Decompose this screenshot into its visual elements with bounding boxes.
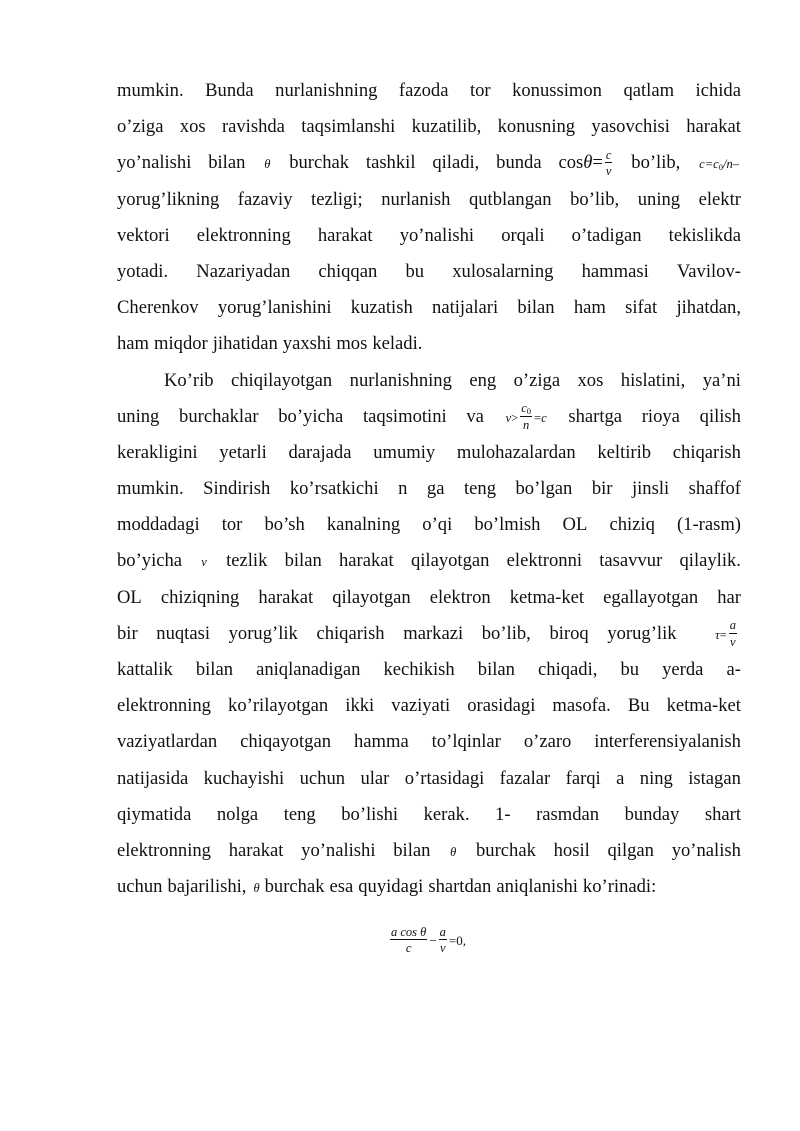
equals-zero: =0 [448, 933, 463, 949]
cherenkov-condition-formula: v > $\frac{c_0}{n}$ = c [505, 400, 547, 433]
word: bo’yicha [278, 405, 344, 427]
word: harakat [258, 586, 314, 608]
word: ning [639, 767, 673, 789]
word: o’zaro [523, 731, 572, 753]
word: jihatidan [212, 333, 278, 355]
text-line-1 [117, 73, 741, 109]
word: tasavvur [599, 550, 663, 572]
cos-theta-formula: cosθ= $\frac{c}{v}$ [558, 147, 612, 179]
text-line-16 [117, 616, 741, 652]
word: miqdor [154, 333, 208, 355]
word: bo’lib, [481, 622, 531, 644]
word: hislatini, [620, 369, 686, 391]
word: yorug’lanishini [217, 297, 332, 319]
word: nolga [216, 803, 259, 825]
word: chiqayotgan [240, 731, 331, 753]
word: yorug’lik [228, 622, 298, 644]
word: ichida [695, 80, 741, 101]
word: quyidagi [358, 876, 424, 898]
word: Nazariyadan [196, 260, 291, 282]
word: qutblangan [468, 188, 552, 210]
word: nuqtasi [156, 622, 210, 644]
word: tor [221, 514, 243, 536]
word: elektronni [506, 550, 583, 572]
theta-symbol: θ [450, 844, 457, 859]
word: ya’ni [702, 369, 741, 391]
word: bilan [195, 659, 234, 680]
word: elektronning [117, 839, 211, 861]
word: bajarilishi, [167, 876, 247, 898]
word: shartdan [428, 876, 492, 898]
word: qilaylik. [679, 550, 741, 572]
word: yerda [662, 659, 704, 680]
word: mumkin. [117, 80, 184, 101]
word: yo’nalish [671, 839, 741, 861]
word: ko’rsatkichi [289, 478, 379, 500]
word: bilan [477, 659, 515, 680]
word: chiqadi, [538, 659, 598, 680]
word: mulohazalardan [456, 441, 576, 463]
word: kerak. [423, 803, 470, 825]
word: kuzatilib, [411, 116, 482, 138]
word: qatlam [623, 80, 675, 101]
text-line-13 [117, 507, 741, 543]
word: vaziyati [391, 695, 451, 717]
word: Bu [627, 695, 650, 717]
word: harakat [339, 550, 394, 572]
text-line-20 [117, 761, 741, 797]
fraction-right: $\frac{a}{v}$ [439, 924, 446, 956]
text-line-22 [117, 833, 741, 869]
word: tor [469, 80, 491, 101]
word: mumkin. [117, 478, 184, 500]
cherenkov-angle-equation [388, 924, 466, 956]
word: OL [562, 514, 588, 536]
word: sifat [625, 297, 658, 319]
word: fazaviy [237, 188, 293, 210]
word: hammasi [581, 260, 649, 282]
word: Cherenkov [117, 297, 199, 319]
word: bo’lib, [570, 188, 620, 210]
word: vaziyatlardan [117, 731, 218, 753]
word: yorug’lik [607, 622, 677, 644]
word: chiqilayotgan [231, 369, 333, 391]
word: burchak [264, 876, 325, 898]
word: markazi [403, 622, 464, 644]
word: a- [726, 659, 741, 680]
word: keltirib [597, 441, 652, 463]
word: hosil [553, 839, 590, 861]
word: xos [577, 369, 604, 391]
word: bo’lishi [341, 803, 399, 825]
word: bo’yicha [117, 550, 183, 572]
word: chiqarish [672, 441, 741, 463]
word: teng [283, 803, 316, 825]
word: qiymatida [117, 803, 192, 825]
word: bo’lgan [515, 478, 573, 500]
word: elektronning [196, 224, 291, 246]
word: shart [704, 803, 741, 825]
word: teng [463, 478, 496, 500]
word: moddadagi [117, 514, 200, 536]
text-line-9 [117, 363, 741, 399]
word: to’lqinlar [431, 731, 501, 753]
word: o’ziga [513, 369, 561, 391]
text-line-8 [117, 326, 741, 362]
word: Vavilov- [676, 260, 741, 282]
word: interferensiyalanish [594, 731, 741, 753]
word: harakat [317, 224, 373, 246]
text-line-17 [117, 652, 741, 688]
word: esa [329, 876, 354, 898]
text-line-5 [117, 218, 741, 254]
word: kerakligini [117, 441, 198, 463]
text-line-19 [117, 724, 741, 760]
word: mos [336, 333, 368, 355]
word: elektronning [117, 695, 211, 717]
text-line-21 [117, 797, 741, 833]
word: nurlanishning [275, 80, 378, 101]
word: ko’rilayotgan [228, 695, 329, 717]
word: konusning [497, 116, 576, 138]
word: bunday [624, 803, 680, 825]
phase-velocity-formula: $c=c_0/n-$ [699, 157, 739, 173]
word: ga [426, 478, 445, 500]
word: nurlanishning [349, 369, 452, 391]
word: chiziqning [160, 586, 240, 608]
word: shartga [568, 405, 623, 427]
word: biroq [549, 622, 589, 644]
word: 1- [495, 803, 511, 825]
word: qilayotgan [332, 586, 411, 608]
word: kuchayishi [203, 767, 285, 789]
word: yo’nalishi [399, 224, 475, 246]
word: (1-rasm) [676, 514, 741, 536]
word: shaffof [688, 478, 741, 500]
word: qilayotgan [410, 550, 490, 572]
word: bilan [517, 297, 555, 319]
word: umumiy [373, 441, 436, 463]
word: qilish [699, 405, 741, 427]
word: bir [117, 622, 138, 644]
comma: , [462, 933, 466, 949]
word: tezligi; [311, 188, 363, 210]
word: bo’lmish [474, 514, 541, 536]
word: o’qi [422, 514, 453, 536]
word: ketma-ket [666, 695, 741, 717]
word: yetarli [219, 441, 267, 463]
word: a [616, 767, 625, 789]
word: konussimon [512, 80, 602, 101]
word: natijasida [117, 767, 189, 789]
word: va [466, 405, 484, 427]
word: farqi [565, 767, 601, 789]
word: qiladi, [432, 152, 480, 174]
word: hamma [353, 731, 409, 753]
word: keladi. [372, 333, 423, 355]
text-line-2 [117, 109, 741, 145]
word: natijalari [432, 297, 499, 319]
word: tezlik [226, 550, 268, 572]
word: yasovchisi [591, 116, 670, 138]
word: kuzatish [350, 297, 413, 319]
word: tekislikda [668, 224, 741, 246]
word: uning [637, 188, 681, 210]
word: bilan [208, 152, 246, 174]
word: orqali [501, 224, 545, 246]
word: masofa. [552, 695, 611, 717]
word: orasidagi [467, 695, 536, 717]
word: aniqlanishi [496, 876, 578, 898]
word: kechikish [383, 659, 455, 680]
word: kanalning [326, 514, 401, 536]
word: burchak [476, 839, 536, 861]
word: bo’lib, [631, 152, 681, 174]
word: ravishda [221, 116, 285, 138]
word: tashkil [365, 152, 416, 174]
word: darajada [288, 441, 352, 463]
word: bilan [284, 550, 322, 572]
text-line-12 [117, 471, 741, 507]
text-line-3 [117, 145, 741, 181]
word: ham [573, 297, 606, 319]
word: burchak [289, 152, 350, 174]
word: Bunda [205, 80, 254, 101]
word: bu [405, 260, 425, 282]
word: uning [117, 405, 160, 427]
word: yaxshi [282, 333, 332, 355]
word: ko’rinadi: [582, 876, 657, 898]
word: ketma-ket [509, 586, 585, 608]
theta-symbol: θ [253, 881, 260, 896]
word: elektr [698, 188, 741, 210]
word: eng [469, 369, 497, 391]
word: qilgan [607, 839, 654, 861]
word: fazalar [499, 767, 551, 789]
word: bunda [496, 152, 542, 174]
word: nurlanish [381, 188, 451, 210]
word: o’tadigan [571, 224, 642, 246]
word: rioya [641, 405, 680, 427]
word: istagan [688, 767, 741, 789]
text-line-14 [117, 543, 741, 579]
text-line-7 [117, 290, 741, 326]
word: har [717, 586, 741, 608]
word: ular [360, 767, 390, 789]
minus-sign: − [429, 933, 437, 949]
text-line-11 [117, 435, 741, 471]
word: chiqarish [316, 622, 385, 644]
word: fazoda [398, 80, 449, 101]
word: bilan [393, 839, 431, 861]
word: n [398, 478, 408, 500]
word: bu [620, 659, 640, 680]
word: yo’nalishi [117, 152, 192, 174]
word: taqsimlanshi [301, 116, 396, 138]
text-line-23 [117, 869, 741, 905]
word: jihatdan, [676, 297, 741, 319]
text-line-18 [117, 688, 741, 724]
word: harakat [686, 116, 741, 138]
word: bir [591, 478, 613, 500]
fraction-left: $\frac{\text{a cos θ}}{c}$ [391, 924, 427, 956]
word: chiqqan [318, 260, 378, 282]
velocity-symbol: v [201, 555, 207, 570]
text-line-4 [117, 182, 741, 218]
word: elektron [429, 586, 491, 608]
word: taqsimotini [362, 405, 447, 427]
word: chiziq [609, 514, 655, 536]
word: ikki [345, 695, 375, 717]
delay-formula: τ = $\frac{a}{v}$ [715, 618, 736, 649]
word: egallayotgan [603, 586, 699, 608]
word: OL [117, 586, 142, 608]
word: xulosalarning [452, 260, 554, 282]
word: yotadi. [117, 260, 169, 282]
theta-symbol: θ [264, 157, 271, 172]
word: o’ziga [117, 116, 164, 138]
text-line-10 [117, 399, 741, 435]
word: o’rtasidagi [404, 767, 485, 789]
word: vektori [117, 224, 170, 246]
word: rasmdan [536, 803, 600, 825]
document-page [117, 73, 741, 971]
word: Sindirish [203, 478, 271, 500]
word: xos [179, 116, 206, 138]
text-line-15 [117, 580, 741, 616]
word: jinsli [631, 478, 670, 500]
word: Ko’rib [164, 369, 214, 391]
word: uchun [299, 767, 346, 789]
equation-block [117, 911, 741, 971]
word: ham [117, 333, 150, 355]
word: uchun [117, 876, 163, 898]
word: kattalik [117, 659, 173, 680]
word: bo’sh [264, 514, 305, 536]
word: aniqlanadigan [256, 659, 361, 680]
word: burchaklar [179, 405, 259, 427]
word: yo’nalishi [301, 839, 376, 861]
word: yorug’likning [117, 188, 220, 210]
word: harakat [228, 839, 284, 861]
text-line-6 [117, 254, 741, 290]
